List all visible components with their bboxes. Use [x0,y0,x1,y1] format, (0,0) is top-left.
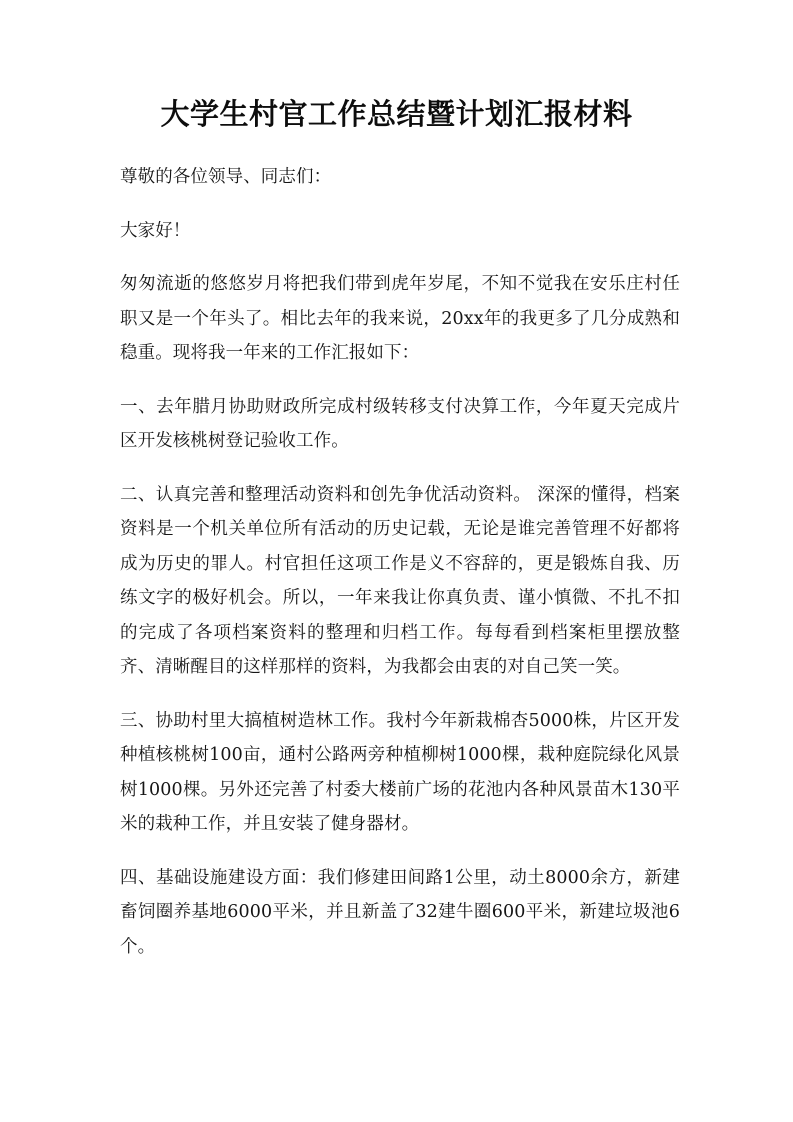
intro-paragraph: 匆匆流逝的悠悠岁月将把我们带到虎年岁尾，不知不觉我在安乐庄村任职又是一个年头了。相比去年的我来说，20xx年的我更多了几分成熟和稳重。现将我一年来的工作汇报如下： [120,274,680,363]
document-title: 大学生村官工作总结暨计划汇报材料 [160,97,633,131]
greeting: 大家好！ [120,220,191,241]
item-2-paragraph: 二、认真完善和整理活动资料和创先争优活动资料。 深深的懂得，档案资料是一个机关单位所有活动的历史记载，无论是谁完善管理不好都将成为历史的罪人。村官担任这项工作是义不容辞的，更是锻炼自我、历练文字的极好机会。所以，一年来我让你真负责、谨小慎微、不扎不扣的完成了各项档案资料的整理和归档工作。每每看到档案柜里摆放整齐、清晰醒目的这样那样的资料，为我都会由衷的对自己笑一笑。 [120,484,680,677]
document-body [120,160,680,983]
salutation: 尊敬的各位领导、同志们： [120,167,332,187]
item-3-paragraph: 三、协助村里大搞植树造林工作。我村今年新栽棉杏5000株，片区开发种植核桃树100亩，通村公路两旁种植柳树1000棵，栽种庭院绿化风景树1000棵。另外还完善了村委大楼前广场的花池内各种风景苗木130平米的栽种工作，并且安装了健身器材。 [120,710,680,834]
item-4-paragraph: 四、基础设施建设方面：我们修建田间路1公里，动土8000余方，新建畜饲圈养基地6000平米，并且新盖了32建牛圈600平米，新建垃圾池6个。 [120,867,680,957]
item-1-paragraph: 一、去年腊月协助财政所完成村级转移支付决算工作，今年夏天完成片区开发核桃树登记验收工作。 [120,396,680,451]
